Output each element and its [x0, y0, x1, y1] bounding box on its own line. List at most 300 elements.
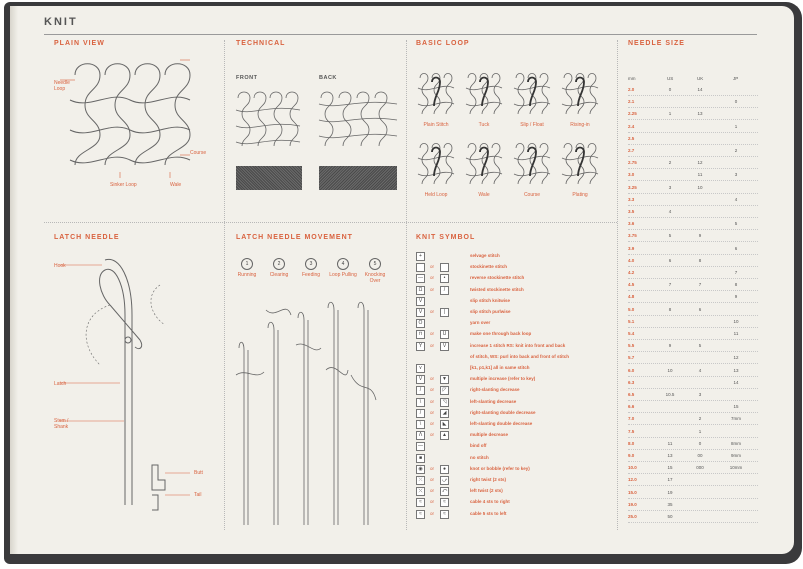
knit-symbol-glyph	[416, 263, 425, 272]
needle-size-row-rule	[628, 327, 758, 328]
needle-size-row	[628, 110, 768, 121]
label-latch: Latch	[54, 381, 67, 387]
needle-size-row-rule	[628, 302, 758, 303]
needle-size-jp: 9	[734, 294, 738, 300]
page-binding	[10, 6, 18, 554]
needle-size-row	[628, 513, 768, 524]
latch-needle-movement-diagram	[236, 300, 396, 530]
needle-size-row	[628, 318, 768, 329]
knit-symbol-row	[414, 262, 614, 272]
needle-size-mm: 9.0	[628, 453, 635, 458]
needle-size-row-rule	[628, 132, 758, 133]
needle-size-row	[628, 342, 768, 353]
needle-size-jp: 4	[734, 196, 738, 202]
needle-size-row-rule	[628, 388, 758, 389]
needle-size-jp: 7	[734, 270, 738, 275]
needle-size-row-rule	[628, 510, 758, 511]
needle-size-us: 8	[668, 306, 672, 312]
needle-size-row	[628, 123, 768, 134]
needle-size-row-rule	[628, 229, 758, 230]
needle-size-row-rule	[628, 461, 758, 462]
needle-size-mm: 3.5	[628, 209, 635, 214]
needle-size-row	[628, 232, 768, 243]
row-divider	[44, 222, 617, 223]
knit-symbol-row	[414, 475, 614, 485]
needle-size-us: 15	[667, 465, 673, 471]
basic-loop-label: Slip / Float	[520, 122, 544, 128]
needle-size-mm: 6.3	[628, 379, 635, 385]
knit-symbol-glyph-alt: ⤺	[441, 488, 448, 495]
section-basic-loop: BASIC LOOP	[416, 40, 470, 47]
needle-size-mm: 3.3	[628, 196, 635, 202]
needle-size-row	[628, 428, 768, 439]
section-latch-needle-movement: LATCH NEEDLE MOVEMENT	[236, 234, 353, 241]
needle-size-mm: 5.1	[628, 318, 635, 324]
knit-symbol-or: or	[430, 376, 435, 382]
needle-size-uk: 14	[697, 87, 703, 92]
knit-symbol-glyph: V	[416, 308, 425, 317]
needle-size-row	[628, 367, 768, 378]
knit-symbol-row	[414, 273, 614, 283]
needle-size-mm: 6.5	[628, 392, 635, 397]
technical-back-swatch	[319, 166, 397, 190]
needle-size-us: 9	[668, 343, 672, 349]
needle-size-us: 10.5	[665, 392, 675, 397]
needle-size-row-rule	[628, 193, 758, 194]
knit-symbol-row	[414, 453, 614, 463]
needle-size-row	[628, 257, 768, 268]
knit-symbol-description: stockinette stitch	[470, 264, 508, 270]
needle-size-mm: 2.4	[628, 123, 635, 129]
knit-symbol-glyph-alt: •	[440, 274, 449, 283]
basic-loop-label: Tuck	[478, 122, 490, 128]
label-course: Course	[190, 150, 207, 156]
knit-symbol-glyph: /	[416, 409, 425, 418]
technical-front-swatch	[236, 166, 302, 190]
knit-symbol-glyph-alt: ◢	[440, 409, 449, 418]
basic-loop-label: Rising-in	[570, 122, 590, 128]
knit-symbol-glyph: ⊓	[416, 330, 425, 339]
needle-size-row-rule	[628, 217, 758, 218]
needle-size-us: 10	[667, 367, 673, 373]
needle-size-us: 0	[668, 87, 672, 92]
needle-size-mm: 5.5	[628, 343, 635, 349]
section-latch-needle: LATCH NEEDLE	[54, 234, 120, 241]
section-plain-view: PLAIN VIEW	[54, 40, 105, 47]
needle-size-us: 6	[668, 257, 672, 263]
technical-front-stitch	[236, 90, 300, 152]
label-tail: Tail	[194, 492, 202, 498]
needle-size-row	[628, 391, 768, 402]
knit-symbol-glyph: /	[416, 386, 425, 395]
needle-size-row	[628, 403, 768, 414]
needle-size-header-mm: mm	[628, 76, 636, 81]
needle-size-row	[628, 476, 768, 487]
knit-symbol-glyph: ≈	[416, 498, 425, 507]
needle-size-mm: 3.0	[628, 172, 635, 178]
knit-symbol-or: or	[430, 275, 435, 281]
knit-symbol-description: reverse stockinette stitch	[470, 275, 525, 281]
needle-size-uk: 00	[697, 453, 703, 458]
needle-size-row	[628, 269, 768, 280]
label-wale: Wale	[170, 182, 182, 188]
plain-view-diagram	[70, 60, 210, 180]
knit-symbol-glyph-alt: ≈	[440, 510, 449, 519]
needle-size-row-rule	[628, 400, 758, 401]
needle-size-mm: 2.5	[628, 135, 635, 141]
knit-symbol-description: cable 4 sts to right	[470, 499, 510, 505]
knit-symbol-description: selvage stitch	[470, 253, 500, 258]
needle-size-row-rule	[628, 437, 758, 438]
knit-symbol-glyph-alt: ≈	[440, 498, 449, 507]
needle-size-row	[628, 379, 768, 390]
knit-symbol-row	[414, 509, 614, 519]
knit-symbol-glyph: ⋎	[416, 364, 425, 373]
needle-size-mm: 4.2	[628, 270, 635, 275]
knit-symbol-glyph-alt: /	[440, 286, 449, 295]
needle-size-row	[628, 281, 768, 292]
movement-step-number: 3	[305, 258, 317, 270]
knit-symbol-description: right twist (2 sts)	[470, 477, 507, 482]
knit-symbol-or: or	[430, 465, 435, 471]
needle-size-row	[628, 220, 768, 231]
needle-size-us: 35	[667, 501, 673, 507]
needle-size-uk: 4	[698, 367, 702, 373]
needle-size-uk: 5	[698, 343, 702, 349]
knit-symbol-or: or	[430, 387, 435, 393]
needle-size-jp: 10	[733, 318, 739, 324]
knit-symbol-row	[414, 397, 614, 407]
needle-size-row-rule	[628, 315, 758, 316]
needle-size-jp: 13	[733, 367, 739, 373]
knit-symbol-description: bind off	[470, 443, 487, 449]
knit-symbol-description: increase 1 stitch RS: knit into front and back	[470, 342, 566, 348]
knit-symbol-description: twisted stockinette stitch	[470, 286, 524, 292]
needle-size-row-rule	[628, 205, 758, 206]
knit-symbol-description: of stitch, WS: purl into back and front of stitch	[470, 353, 569, 359]
needle-size-us: 19	[667, 489, 673, 495]
section-knit-symbol: KNIT SYMBOL	[416, 234, 476, 241]
needle-size-row	[628, 196, 768, 207]
knit-symbol-row	[414, 374, 614, 384]
label-front: FRONT	[236, 75, 258, 81]
knit-symbol-glyph-alt: ◸	[440, 386, 449, 395]
knit-symbol-glyph-alt: ⤻	[441, 477, 448, 483]
column-divider	[224, 40, 225, 530]
basic-loop-illustration	[562, 142, 598, 188]
needle-size-row	[628, 184, 768, 195]
needle-size-us: 11	[667, 440, 673, 446]
knit-symbol-description: no stitch	[470, 454, 489, 460]
knit-symbol-glyph-alt: ◣	[440, 420, 449, 429]
knit-symbol-description: left-slanting decrease	[470, 398, 517, 404]
knit-symbol-glyph: Y	[416, 342, 425, 351]
needle-size-jp: 8mm	[731, 440, 741, 446]
knit-symbol-row	[414, 497, 614, 507]
knit-symbol-row	[414, 408, 614, 418]
knit-symbol-row	[414, 352, 614, 362]
needle-size-jp: 1	[734, 123, 738, 129]
needle-size-row-rule	[628, 180, 758, 181]
knit-symbol-or: or	[430, 342, 435, 348]
knit-symbol-glyph: O	[416, 319, 425, 328]
knit-symbol-or: or	[430, 421, 435, 426]
needle-size-us: 7	[668, 282, 672, 288]
needle-size-jp: 10mm	[729, 465, 743, 471]
needle-size-uk: 000	[696, 465, 704, 471]
knit-symbol-description: right-slanting decrease	[470, 387, 520, 393]
knit-symbol-or: or	[430, 488, 435, 494]
knit-symbol-glyph: Ω	[416, 286, 425, 295]
needle-size-mm: 4.5	[628, 282, 635, 288]
knit-symbol-description: multiple increase (refer to key)	[470, 376, 536, 382]
knit-symbol-glyph: Λ	[416, 431, 425, 440]
needle-size-mm: 19.0	[628, 501, 637, 507]
basic-loop-label: Plain Stitch	[423, 122, 449, 128]
needle-size-row	[628, 489, 768, 500]
needle-size-mm: 25.0	[628, 514, 637, 519]
needle-size-uk: 8	[698, 257, 702, 263]
needle-size-us: 5	[668, 233, 672, 239]
needle-size-row	[628, 86, 768, 97]
basic-loop-label: Wale	[478, 192, 490, 198]
knit-symbol-description: slip stitch knitwise	[470, 297, 511, 303]
knit-symbol-description: left twist (2 sts)	[470, 488, 503, 494]
knit-symbol-description: cable 5 sts to left	[470, 510, 507, 516]
knit-symbol-or: or	[430, 264, 435, 270]
needle-size-mm: 3.25	[628, 184, 637, 190]
knit-symbol-row	[414, 285, 614, 295]
movement-step	[232, 258, 262, 278]
needle-size-mm: 4.0	[628, 257, 635, 263]
needle-size-us: 3	[668, 184, 672, 190]
needle-size-uk: 13	[697, 111, 703, 117]
needle-size-us: 4	[668, 209, 672, 214]
basic-loop-label: Held Loop	[424, 192, 448, 198]
knit-symbol-row	[414, 441, 614, 451]
needle-size-row	[628, 171, 768, 182]
needle-size-row-rule	[628, 144, 758, 145]
needle-size-jp: 0	[734, 99, 738, 105]
movement-step	[296, 258, 326, 278]
needle-size-mm: 5.0	[628, 306, 635, 312]
needle-size-row-rule	[628, 376, 758, 377]
needle-size-row-rule	[628, 168, 758, 169]
knit-symbol-glyph-alt: ▼	[440, 375, 449, 384]
needle-size-row-rule	[628, 156, 758, 157]
needle-size-row-rule	[628, 351, 758, 352]
needle-size-jp: 6	[734, 245, 738, 251]
needle-size-row-rule	[628, 449, 758, 450]
knit-symbol-glyph: V	[416, 375, 425, 384]
knit-symbol-glyph-alt: U	[440, 330, 449, 339]
needle-size-row-rule	[628, 339, 758, 340]
needle-size-uk: 11	[697, 172, 703, 178]
knit-symbol-description: make one through back loop	[470, 331, 532, 337]
knit-symbol-row	[414, 251, 614, 261]
movement-step	[328, 258, 358, 278]
knit-symbol-row	[414, 296, 614, 306]
needle-size-us: 17	[667, 477, 673, 483]
needle-size-header-jp: JP	[733, 76, 739, 81]
knit-symbol-glyph: ⤬	[416, 487, 425, 496]
knit-symbol-description: knot or bobble (refer to key)	[470, 465, 530, 471]
latch-needle-diagram	[80, 255, 210, 515]
needle-size-row-rule	[628, 522, 758, 523]
needle-size-jp: 14	[733, 379, 739, 385]
movement-step-number: 4	[337, 258, 349, 270]
needle-size-mm: 2.1	[628, 99, 635, 105]
label-butt: Butt	[194, 470, 203, 476]
needle-size-mm: 10.0	[628, 465, 637, 471]
movement-step	[360, 258, 390, 284]
needle-size-header-uk: UK	[697, 76, 704, 81]
needle-size-row	[628, 208, 768, 219]
needle-size-uk: 3	[698, 392, 702, 397]
needle-size-row	[628, 354, 768, 365]
needle-size-jp: 9mm	[731, 453, 741, 458]
knit-symbol-or: or	[430, 477, 435, 482]
needle-size-uk: 1	[698, 428, 702, 434]
knit-symbol-row	[414, 307, 614, 317]
needle-size-row	[628, 306, 768, 317]
needle-size-jp: 2	[734, 148, 738, 153]
knit-symbol-row	[414, 464, 614, 474]
basic-loop-illustration	[466, 72, 502, 118]
knit-symbol-or: or	[430, 499, 435, 505]
needle-size-jp: 7mm	[731, 416, 741, 422]
knit-symbol-or: or	[430, 409, 435, 415]
page-title: KNIT	[44, 16, 78, 28]
needle-size-row-rule	[628, 485, 758, 486]
knit-symbol-description: right-slanting double decrease	[470, 409, 536, 415]
needle-size-mm: 2.7	[628, 148, 635, 153]
movement-step	[264, 258, 294, 278]
needle-size-row	[628, 135, 768, 146]
knit-symbol-row	[414, 486, 614, 496]
knit-symbol-glyph: —	[418, 275, 423, 282]
needle-size-row-rule	[628, 278, 758, 279]
needle-size-row-rule	[628, 119, 758, 120]
needle-size-row	[628, 159, 768, 170]
basic-loop-illustration	[418, 142, 454, 188]
basic-loop-label: Course	[523, 192, 541, 198]
label-hook: Hook	[54, 263, 66, 269]
basic-loop-illustration	[514, 142, 550, 188]
needle-size-us: 1	[668, 111, 672, 117]
knit-symbol-glyph: \	[416, 398, 425, 407]
knit-symbol-glyph-alt: ●	[440, 465, 449, 474]
needle-size-row	[628, 293, 768, 304]
needle-size-jp: 12	[733, 355, 739, 361]
knit-symbol-glyph-alt: |	[440, 308, 449, 317]
needle-size-mm: 5.4	[628, 331, 635, 336]
needle-size-jp: 8	[734, 282, 738, 288]
knit-symbol-glyph: V	[416, 297, 425, 306]
movement-step-number: 2	[273, 258, 285, 270]
needle-size-mm: 2.25	[628, 111, 637, 117]
needle-size-row	[628, 464, 768, 475]
knit-symbol-row	[414, 385, 614, 395]
basic-loop-illustration	[466, 142, 502, 188]
needle-size-mm: 2.0	[628, 87, 635, 92]
label-stem: Stem / Shank	[54, 418, 69, 430]
knit-symbol-row	[414, 363, 614, 373]
label-needle-loop: Needle Loop	[54, 80, 70, 92]
needle-size-us: 50	[667, 514, 673, 519]
needle-size-row	[628, 330, 768, 341]
needle-size-mm: 7.0	[628, 416, 635, 422]
knit-symbol-description: yarn over	[470, 320, 491, 326]
needle-size-row-rule	[628, 412, 758, 413]
section-technical: TECHNICAL	[236, 40, 286, 47]
knit-symbol-glyph: ■	[416, 454, 425, 463]
needle-size-uk: 9	[698, 233, 702, 239]
knit-symbol-or: or	[430, 331, 435, 337]
knit-symbol-glyph: ⤫	[416, 476, 425, 485]
needle-size-row-rule	[628, 254, 758, 255]
knit-symbol-glyph: ≈	[416, 510, 425, 519]
needle-size-jp: 5	[734, 221, 738, 227]
needle-size-row-rule	[628, 363, 758, 364]
knit-symbol-row	[414, 329, 614, 339]
needle-size-mm: 7.5	[628, 428, 635, 434]
needle-size-row-rule	[628, 473, 758, 474]
needle-size-mm: 3.75	[628, 233, 637, 239]
needle-size-mm: 12.0	[628, 477, 637, 483]
needle-size-mm: 6.6	[628, 404, 635, 410]
label-back: BACK	[319, 75, 337, 81]
needle-size-uk: 12	[697, 160, 703, 166]
movement-step-name: Knocking Over	[364, 272, 386, 284]
needle-size-row-rule	[628, 266, 758, 267]
needle-size-row	[628, 98, 768, 109]
knit-symbol-glyph-alt: ◹	[440, 398, 449, 407]
movement-step-number: 1	[241, 258, 253, 270]
needle-size-mm: 2.75	[628, 160, 637, 166]
needle-size-row-rule	[628, 290, 758, 291]
needle-size-us: 2	[668, 160, 672, 166]
label-sinker-loop: Sinker Loop	[110, 182, 137, 188]
needle-size-jp: 15	[733, 404, 739, 410]
needle-size-row-rule	[628, 498, 758, 499]
knit-symbol-or: or	[430, 398, 435, 404]
needle-size-mm: 6.0	[628, 367, 635, 373]
knit-symbol-description: multiple decrease	[470, 432, 509, 438]
needle-size-uk: 7	[698, 282, 702, 288]
knit-symbol-row	[414, 341, 614, 351]
needle-size-jp: 11	[733, 331, 739, 336]
knit-symbol-glyph: ◉	[416, 465, 425, 474]
column-divider	[617, 40, 618, 530]
basic-loop-illustration	[514, 72, 550, 118]
knit-symbol-glyph: \	[416, 420, 425, 429]
needle-size-row-rule	[628, 241, 758, 242]
needle-size-uk: 6	[698, 306, 702, 312]
needle-size-row-rule	[628, 424, 758, 425]
needle-size-mm: 3.9	[628, 245, 635, 251]
knit-symbol-description: [k1, p1,k1] all in same stitch	[470, 365, 530, 370]
knit-symbol-glyph: —	[418, 443, 423, 450]
needle-size-mm: 15.0	[628, 489, 637, 495]
knit-symbol-glyph: +	[416, 252, 425, 261]
knit-symbol-or: or	[430, 309, 435, 314]
needle-size-uk: 2	[698, 416, 702, 422]
needle-size-uk: 10	[697, 184, 703, 190]
needle-size-row-rule	[628, 95, 758, 96]
knit-symbol-glyph-alt: ▲	[440, 431, 449, 440]
movement-step-name: Feeding	[301, 272, 321, 278]
